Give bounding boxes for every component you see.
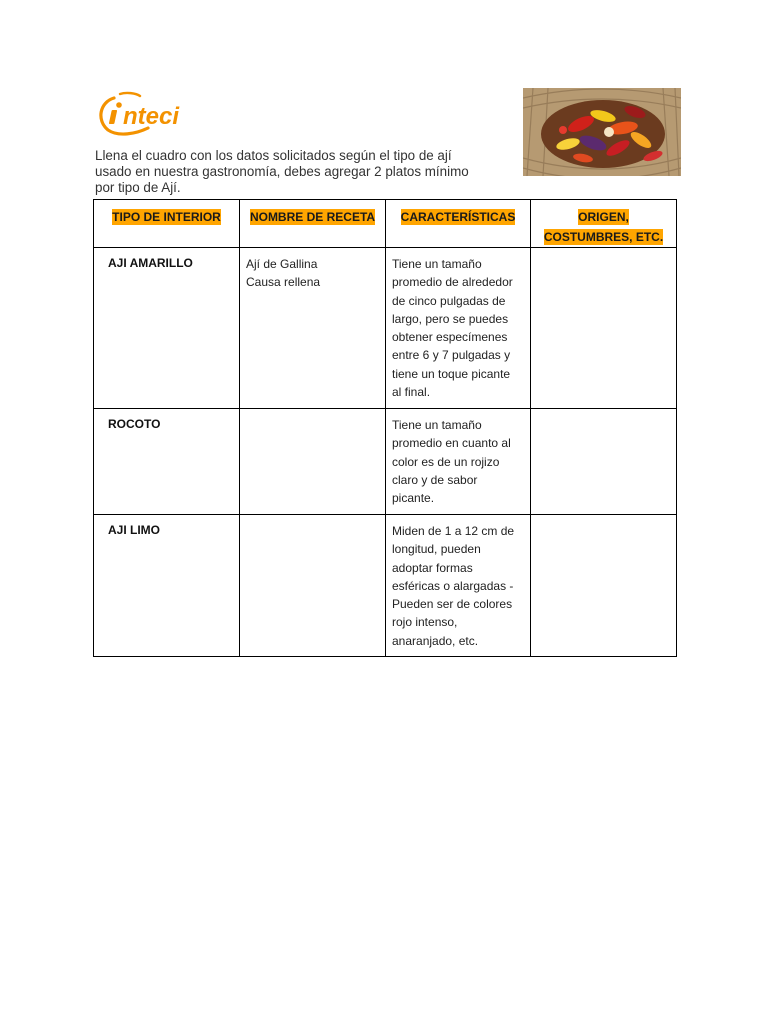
characteristics-cell: Tiene un tamaño promedio en cuanto al color es de un rojizo claro y de sabor picante. — [386, 409, 531, 515]
recipe-cell: Ají de Gallina Causa rellena — [240, 248, 386, 409]
inteci-logo — [96, 90, 216, 136]
header-tipo: TIPO DE INTERIOR — [94, 200, 240, 248]
origin-cell — [531, 409, 677, 515]
table-row — [94, 248, 677, 409]
aji-type-cell: ROCOTO — [94, 409, 240, 515]
origin-cell — [531, 248, 677, 409]
table-row — [94, 515, 677, 657]
svg-text:nteci: nteci — [123, 103, 180, 130]
origin-cell — [531, 515, 677, 657]
header-caracteristicas: CARACTERÍSTICAS — [386, 200, 531, 248]
aji-type-cell: AJI LIMO — [94, 515, 240, 657]
table-row — [94, 409, 677, 515]
instructions-text: Llena el cuadro con los datos solicitados según el tipo de ají usado en nuestra gastronomía, debes agregar 2 platos mínimo por tipo de Ají. — [95, 148, 469, 195]
aji-type-cell: AJI AMARILLO — [94, 248, 240, 409]
recipe-cell — [240, 515, 386, 657]
header-receta: NOMBRE DE RECETA — [240, 200, 386, 248]
chili-peppers-image — [523, 88, 681, 176]
table-header-row — [94, 200, 677, 248]
recipe-cell — [240, 409, 386, 515]
aji-table — [93, 199, 677, 657]
header-origen: ORIGEN, COSTUMBRES, ETC. — [531, 200, 677, 248]
characteristics-cell: Miden de 1 a 12 cm de longitud, pueden adoptar formas esféricas o alargadas - Pueden ser de colores rojo intenso, anaranjado, etc. — [386, 515, 531, 657]
characteristics-cell: Tiene un tamaño promedio de alrededor de cinco pulgadas de largo, pero se puedes obtener especímenes entre 6 y 7 pulgadas y tiene un toque picante al final. — [386, 248, 531, 409]
